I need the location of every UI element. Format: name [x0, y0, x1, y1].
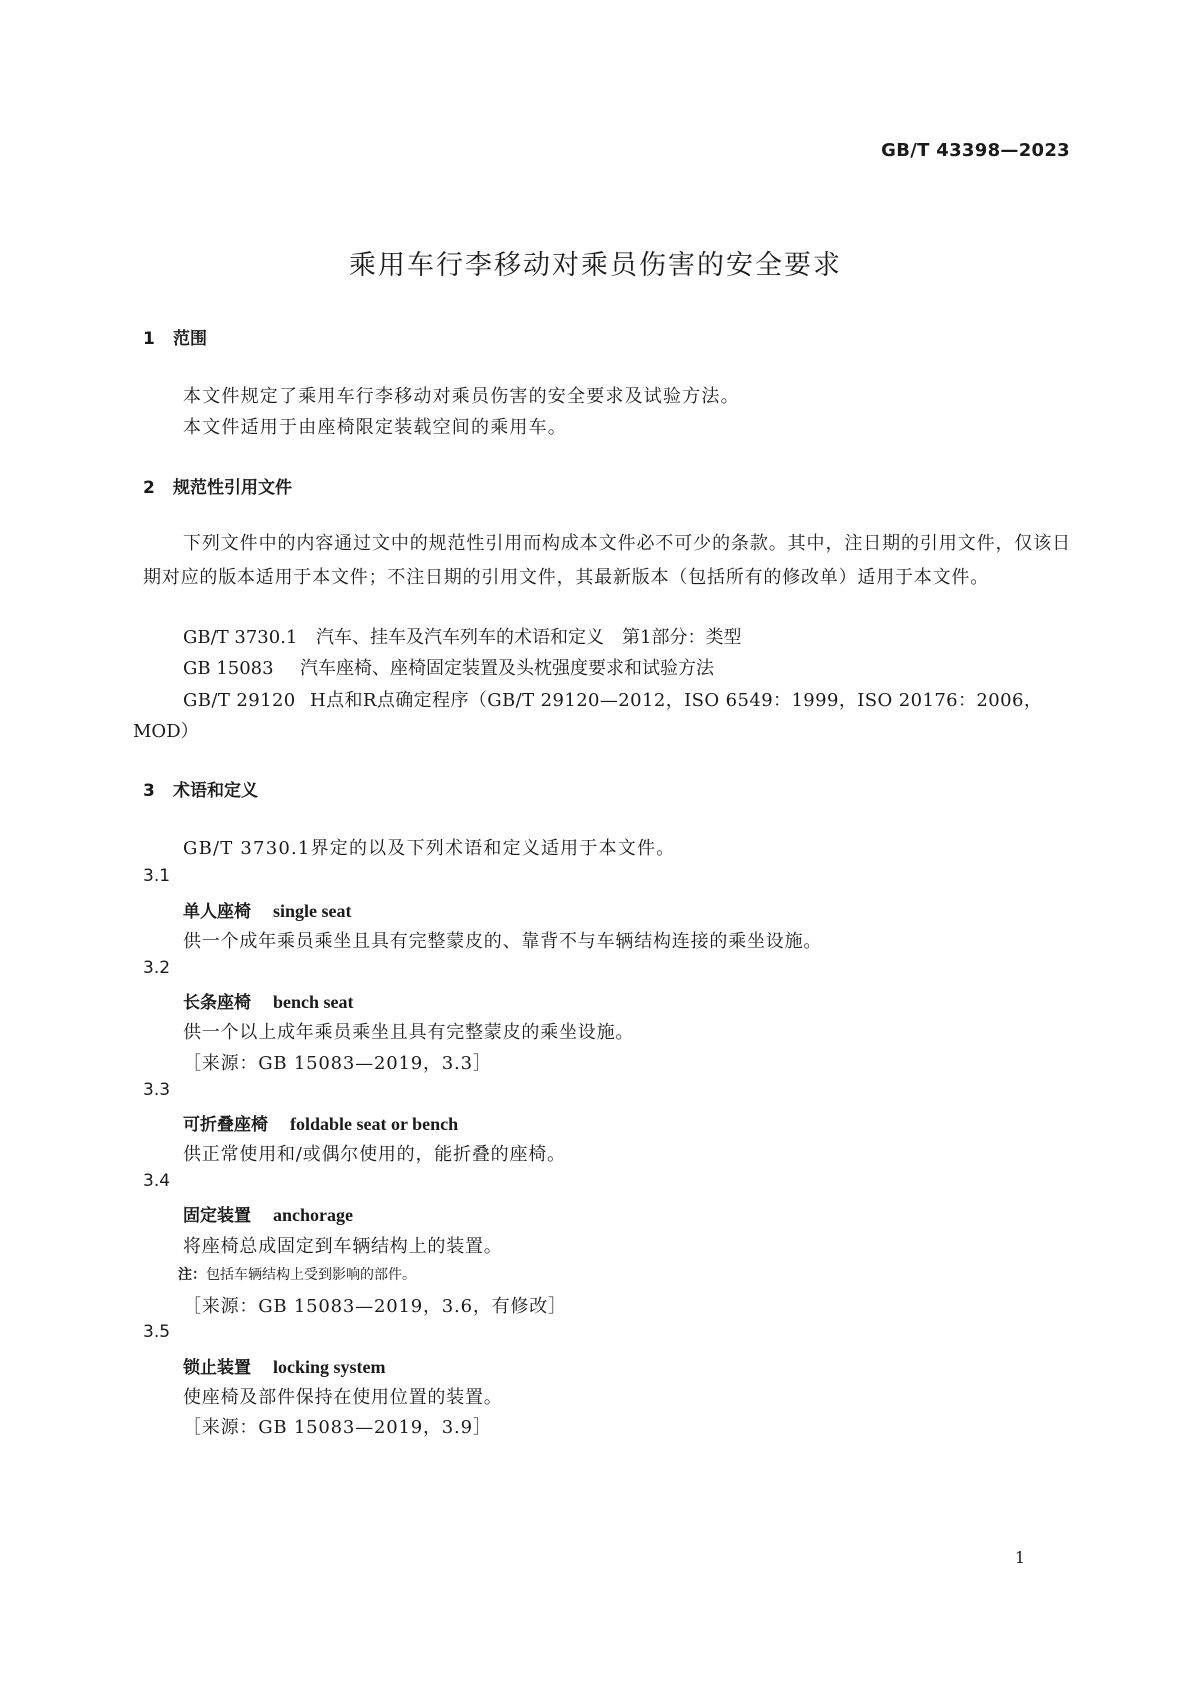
- clause-number-3-2: 3.2: [143, 958, 171, 978]
- page-number: 1: [1014, 1548, 1025, 1567]
- ref-title: 汽车、挂车及汽车列车的术语和定义 第1部分：类型: [316, 627, 742, 648]
- term-zh: 单人座椅: [183, 902, 251, 922]
- document-title: 乘用车行李移动对乘员伤害的安全要求: [349, 250, 842, 281]
- term-3-2: [183, 988, 354, 1013]
- source-3-2: ［来源：GB 15083—2019，3.3］: [183, 1053, 492, 1074]
- section-3-number: 3: [143, 781, 155, 801]
- term-zh: 锁止装置: [183, 1358, 251, 1378]
- section-3-title: 术语和定义: [173, 781, 258, 801]
- term-3-1: [183, 897, 352, 922]
- term-zh: 可折叠座椅: [183, 1115, 268, 1135]
- clause-number-3-4: 3.4: [143, 1171, 171, 1191]
- term-3-4: [183, 1201, 353, 1226]
- normative-ref-3: [183, 686, 1042, 712]
- clause-number-3-1: 3.1: [143, 866, 171, 886]
- term-en: single seat: [273, 901, 352, 921]
- term-en: bench seat: [273, 992, 354, 1012]
- ref-code: GB 15083: [183, 658, 274, 679]
- ref-title: H点和R点确定程序（GB/T 29120—2012，ISO 6549：1999，ISO 20176：2006，: [310, 690, 1043, 711]
- section-1-heading: [143, 324, 207, 349]
- section-3-heading: [143, 776, 258, 801]
- section-3-intro: GB/T 3730.1界定的以及下列术语和定义适用于本文件。: [183, 838, 676, 859]
- note-text: 包括车辆结构上受到影响的部件。: [206, 1267, 416, 1283]
- standard-number: GB/T 43398—2023: [881, 140, 1070, 161]
- ref-code: GB/T 3730.1: [183, 627, 298, 648]
- section-1-para-1: 本文件规定了乘用车行李移动对乘员伤害的安全要求及试验方法。: [183, 386, 740, 407]
- note-3-4: [178, 1264, 416, 1284]
- section-2-number: 2: [143, 478, 155, 498]
- term-en: anchorage: [273, 1205, 353, 1225]
- ref-code: GB/T 29120: [183, 690, 296, 711]
- ref-title: 汽车座椅、座椅固定装置及头枕强度要求和试验方法: [300, 658, 714, 679]
- term-en: foldable seat or bench: [290, 1114, 459, 1134]
- definition-3-4: 将座椅总成固定到车辆结构上的装置。: [183, 1236, 503, 1257]
- section-2-heading: [143, 473, 292, 498]
- section-2-intro: 下列文件中的内容通过文中的规范性引用而构成本文件必不可少的条款。其中，注日期的引用文件，仅该日期对应的版本适用于本文件；不注日期的引用文件，其最新版本（包括所有的修改单）适用于本文件。: [143, 533, 1071, 588]
- section-2-title: 规范性引用文件: [173, 478, 292, 498]
- definition-3-2: 供一个以上成年乘员乘坐且具有完整蒙皮的乘坐设施。: [183, 1022, 635, 1043]
- clause-number-3-5: 3.5: [143, 1322, 171, 1342]
- term-3-3: [183, 1110, 458, 1135]
- normative-ref-2: [183, 654, 714, 680]
- section-1-title: 范围: [173, 329, 207, 349]
- clause-number-3-3: 3.3: [143, 1080, 171, 1100]
- definition-3-5: 使座椅及部件保持在使用位置的装置。: [183, 1387, 503, 1408]
- term-3-5: [183, 1353, 386, 1378]
- section-1-number: 1: [143, 329, 155, 349]
- source-3-5: ［来源：GB 15083—2019，3.9］: [183, 1417, 492, 1438]
- term-en: locking system: [273, 1357, 386, 1377]
- term-zh: 长条座椅: [183, 993, 251, 1013]
- definition-3-1: 供一个成年乘员乘坐且具有完整蒙皮的、靠背不与车辆结构连接的乘坐设施。: [183, 931, 823, 952]
- term-zh: 固定装置: [183, 1206, 251, 1226]
- definition-3-3: 供正常使用和/或偶尔使用的，能折叠的座椅。: [183, 1144, 566, 1165]
- normative-ref-3-continuation: MOD）: [133, 721, 199, 742]
- normative-ref-1: [183, 623, 741, 649]
- note-label: 注：: [178, 1267, 206, 1283]
- source-3-4: ［来源：GB 15083—2019，3.6，有修改］: [183, 1296, 567, 1317]
- section-1-para-2: 本文件适用于由座椅限定装载空间的乘用车。: [183, 417, 567, 438]
